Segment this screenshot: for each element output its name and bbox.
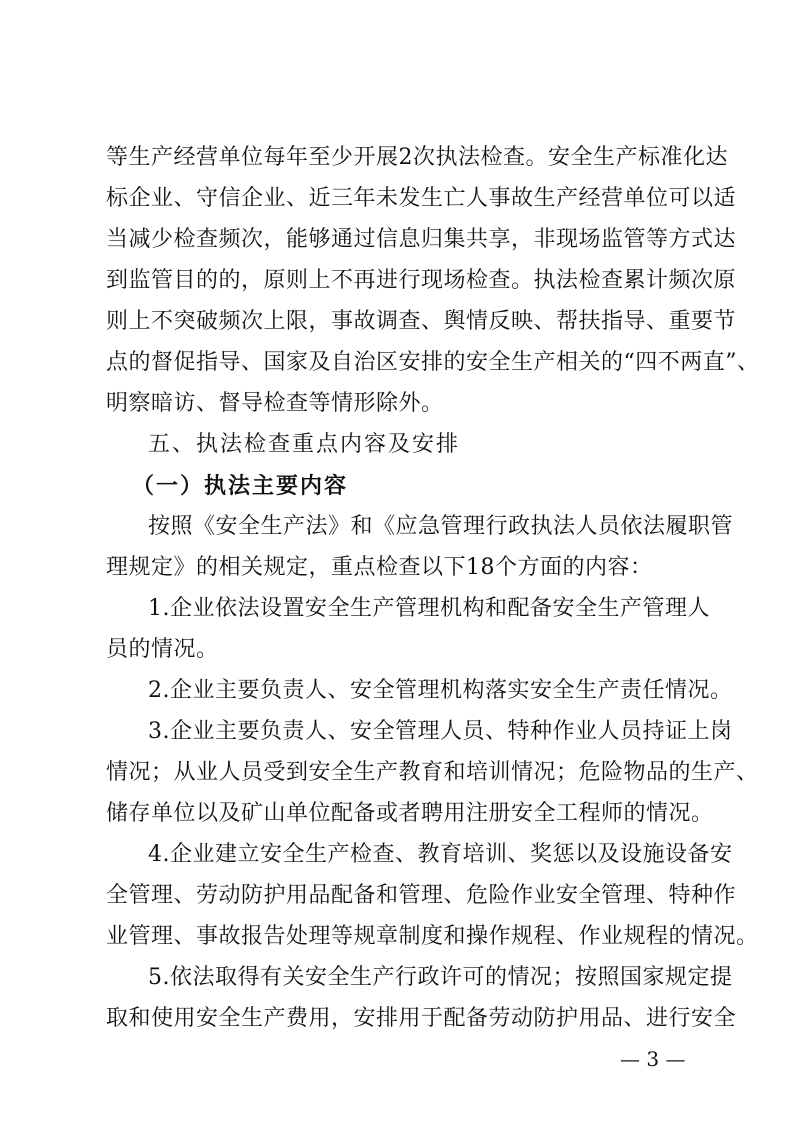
body-line: 点的督促指导、国家及自治区安排的安全生产相关的“四不两直”、 xyxy=(106,350,760,375)
body-line: 到监管目的的，原则上不再进行现场检查。执法检查累计频次原 xyxy=(106,268,737,293)
list-item-3-line: 储存单位以及矿山单位配备或者聘用注册安全工程师的情况。 xyxy=(106,801,714,826)
list-item-4-line: 全管理、劳动防护用品配备和管理、危险作业安全管理、特种作 xyxy=(106,883,737,908)
list-item-5-line: 取和使用安全生产费用，安排用于配备劳动防护用品、进行安全 xyxy=(106,1006,737,1031)
body-line: 则上不突破频次上限，事故调查、舆情反映、帮扶指导、重要节 xyxy=(106,309,737,334)
intro-line: 理规定》的相关规定，重点检查以下18个方面的内容： xyxy=(106,555,653,580)
list-item-1-line: 1.企业依法设置安全生产管理机构和配备安全生产管理人 xyxy=(148,596,710,621)
section-heading: 五、执法检查重点内容及安排 xyxy=(148,432,461,457)
page-number: — 3 — xyxy=(620,1047,686,1071)
list-item-3-line: 3.企业主要负责人、安全管理人员、特种作业人员持证上岗 xyxy=(148,719,733,744)
body-line: 等生产经营单位每年至少开展2次执法检查。安全生产标准化达 xyxy=(106,145,728,170)
list-item-1-line: 员的情况。 xyxy=(106,637,219,662)
list-item-2-line: 2.企业主要负责人、安全管理机构落实安全生产责任情况。 xyxy=(148,678,733,703)
list-item-5-line: 5.依法取得有关安全生产行政许可的情况；按照国家规定提 xyxy=(148,965,733,990)
body-line: 明察暗访、督导检查等情形除外。 xyxy=(106,391,444,416)
list-item-4-line: 业管理、事故报告处理等规章制度和操作规程、作业规程的情况。 xyxy=(106,924,759,949)
subsection-heading: （一）执法主要内容 xyxy=(132,473,349,499)
body-line: 当减少检查频次，能够通过信息归集共享，非现场监管等方式达 xyxy=(106,227,737,252)
body-line: 标企业、守信企业、近三年未发生亡人事故生产经营单位可以适 xyxy=(106,186,737,211)
list-item-4-line: 4.企业建立安全生产检查、教育培训、奖惩以及设施设备安 xyxy=(148,842,733,867)
list-item-3-line: 情况；从业人员受到安全生产教育和培训情况；危险物品的生产、 xyxy=(106,760,759,785)
intro-line: 按照《安全生产法》和《应急管理行政执法人员依法履职管 xyxy=(148,514,734,539)
